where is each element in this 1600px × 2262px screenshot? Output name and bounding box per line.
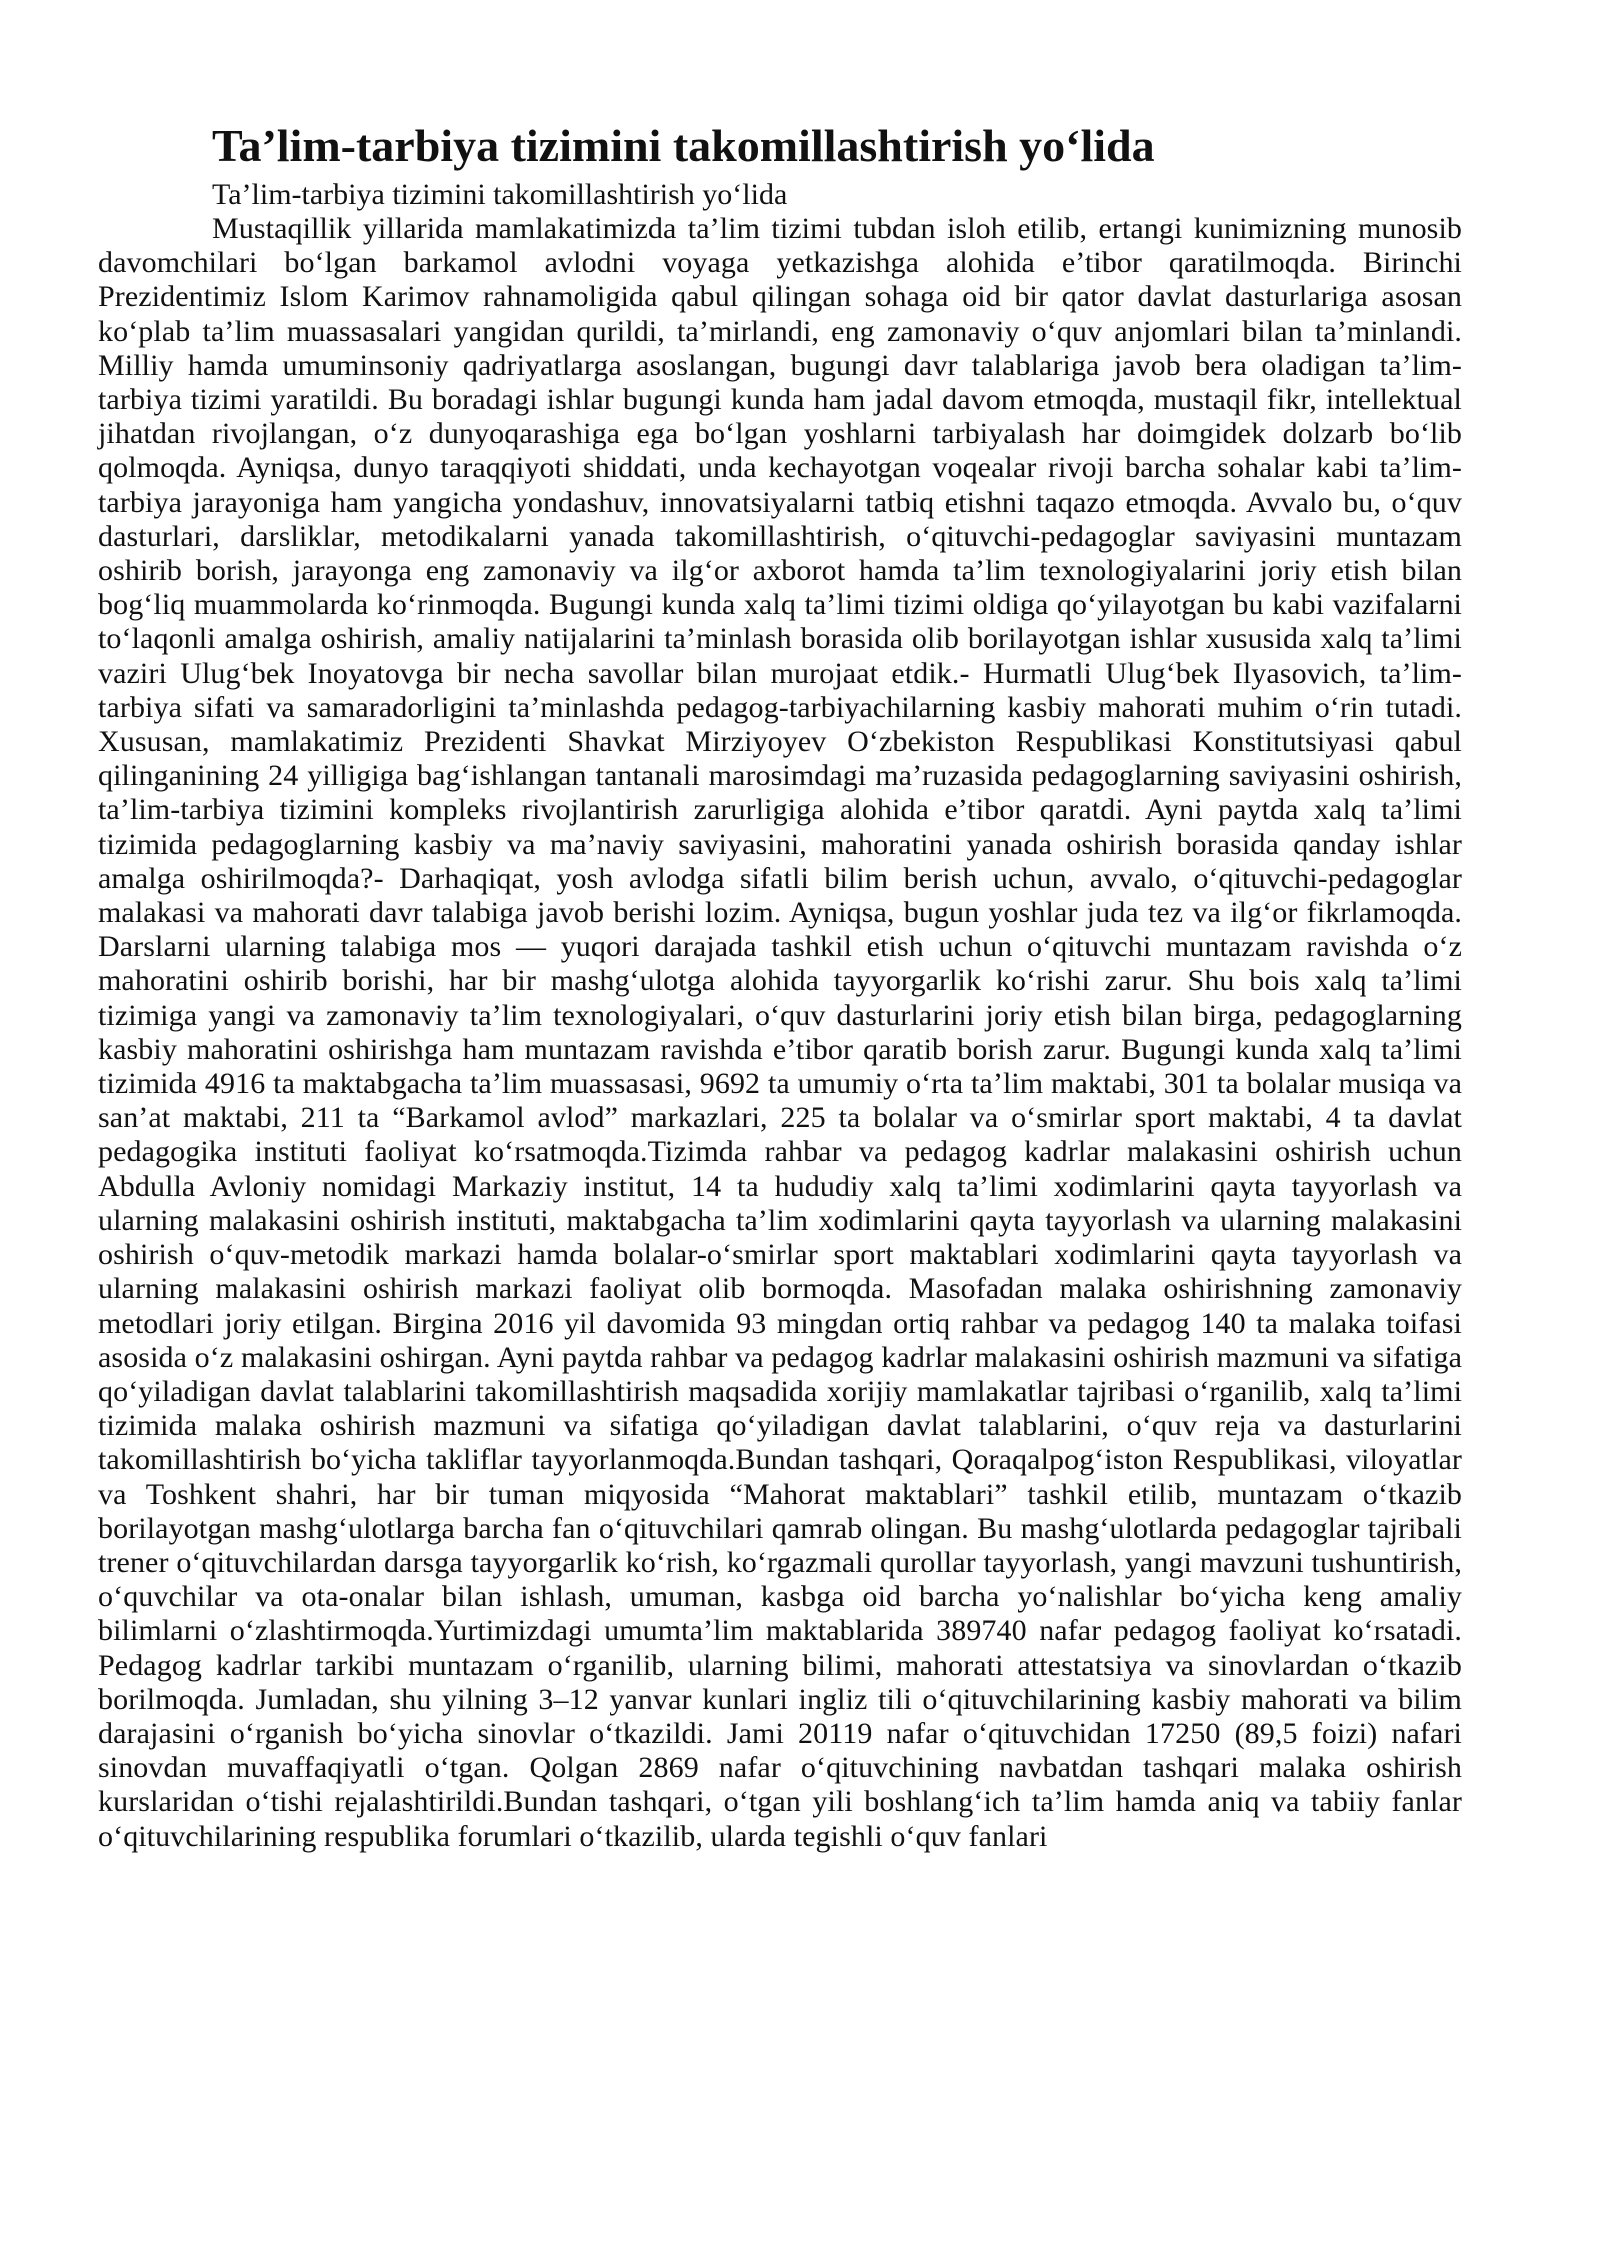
document-title: Ta’lim-tarbiya tizimini takomillashtirish yo‘lida — [212, 120, 1155, 171]
document-subtitle: Ta’lim-tarbiya tizimini takomillashtirish yo‘lida — [212, 178, 788, 211]
document-body-paragraph: Mustaqillik yillarida mamlakatimizda ta’lim tizimi tubdan isloh etilib, ertangi kunimizning munosib davomchilari bo‘lgan barkamol avlodni voyaga yetkazishga alohida e’tibor qaratilmoqda. Birinchi Prezidentimiz Islom Karimov rahnamoligida qabul qilingan sohaga oid bir qator davlat dasturlariga asosan ko‘plab ta’lim muassasalari yangidan qurildi, ta’mirlandi, eng zamonaviy o‘quv anjomlari bilan ta’minlandi. Milliy hamda umuminsoniy qadriyatlarga asoslangan, bugungi davr talablariga javob bera oladigan ta’lim-tarbiya tizimi yaratildi. Bu boradagi ishlar bugungi kunda ham jadal davom etmoqda, mustaqil fikr, intellektual jihatdan rivojlangan, o‘z dunyoqarashiga ega bo‘lgan yoshlarni tarbiyalash har doimgidek dolzarb bo‘lib qolmoqda. Ayniqsa, dunyo taraqqiyoti shiddati, unda kechayotgan voqealar rivoji barcha sohalar kabi ta’lim-tarbiya jarayoniga ham yangicha yondashuv, innovatsiyalarni tatbiq etishni taqazo etmoqda. Avvalo bu, o‘quv dasturlari, darsliklar, metodikalarni yanada takomillashtirish, o‘qituvchi-pedagoglar saviyasini muntazam oshirib borish, jarayonga eng zamonaviy va ilg‘or axborot hamda ta’lim texnologiyalarini joriy etish bilan bog‘liq muammolarda ko‘rinmoqda. Bugungi kunda xalq ta’limi tizimi oldiga qo‘yilayotgan bu kabi vazifalarni to‘laqonli amalga oshirish, amaliy natijalarini ta’minlash borasida olib borilayotgan ishlar xususida xalq ta’limi vaziri Ulug‘bek Inoyatovga bir necha savollar bilan murojaat etdik.- Hurmatli Ulug‘bek Ilyasovich, ta’lim-tarbiya sifati va samaradorligini ta’minlashda pedagog-tarbiyachilarning kasbiy mahorati muhim o‘rin tutadi. Xususan, mamlakatimiz Prezidenti Shavkat Mirziyoyev O‘zbekiston Respublikasi Konstitutsiyasi qabul qilinganining 24 yilligiga bag‘ishlangan tantanali marosimdagi ma’ruzasida pedagoglarning saviyasini oshirish, ta’lim-tarbiya tizimini kompleks rivojlantirish zarurligiga alohida e’tibor qaratdi. Ayni paytda xalq ta’limi tizimida pedagoglarning kasbiy va ma’naviy saviyasini, mahoratini yanada oshirish borasida qanday ishlar amalga oshirilmoqda?- Darhaqiqat, yosh avlodga sifatli bilim berish uchun, avvalo, o‘qituvchi-pedagoglar malakasi va mahorati davr talabiga javob berishi lozim. Ayniqsa, bugun yoshlar juda tez va ilg‘or fikrlamoqda. Darslarni ularning talabiga mos — yuqori darajada tashkil etish uchun o‘qituvchi muntazam ravishda o‘z mahoratini oshirib borishi, har bir mashg‘ulotga alohida tayyorgarlik ko‘rishi zarur. Shu bois xalq ta’limi tizimiga yangi va zamonaviy ta’lim texnologiyalari, o‘quv dasturlarini joriy etish bilan birga, pedagoglarning kasbiy mahoratini oshirishga ham muntazam ravishda e’tibor qaratib borish zarur. Bugungi kunda xalq ta’limi tizimida 4916 ta maktabgacha ta’lim muassasasi, 9692 ta umumiy o‘rta ta’lim maktabi, 301 ta bolalar musiqa va san’at maktabi, 211 ta “Barkamol avlod” markazlari, 225 ta bolalar va o‘smirlar sport maktabi, 4 ta davlat pedagogika instituti faoliyat ko‘rsatmoqda.Tizimda rahbar va pedagog kadrlar malakasini oshirish uchun Abdulla Avloniy nomidagi Markaziy institut, 14 ta hududiy xalq ta’limi xodimlarini qayta tayyorlash va ularning malakasini oshirish instituti, maktabgacha ta’lim xodimlarini qayta tayyorlash va ularning malakasini oshirish o‘quv-metodik markazi hamda bolalar-o‘smirlar sport maktablari xodimlarini qayta tayyorlash va ularning malakasini oshirish markazi faoliyat olib bormoqda. Masofadan malaka oshirishning zamonaviy metodlari joriy etilgan. Birgina 2016 yil davomida 93 mingdan ortiq rahbar va pedagog 140 ta malaka toifasi asosida o‘z malakasini oshirgan. Ayni paytda rahbar va pedagog kadrlar malakasini oshirish mazmuni va sifatiga qo‘yiladigan davlat talablarini takomillashtirish maqsadida xorijiy mamlakatlar tajribasi o‘rganilib, xalq ta’limi tizimida malaka oshirish mazmuni va sifatiga qo‘yiladigan davlat talablarini, o‘quv reja va dasturlarini takomillashtirish bo‘yicha takliflar tayyorlanmoqda.Bundan tashqari, Qoraqalpog‘iston Respublikasi, viloyatlar va Toshkent shahri, har bir tuman miqyosida “Mahorat maktablari” tashkil etilib, muntazam o‘tkazib borilayotgan mashg‘ulotlarga barcha fan o‘qituvchilari qamrab olingan. Bu mashg‘ulotlarda pedagoglar tajribali trener o‘qituvchilardan darsga tayyorgarlik ko‘rish, ko‘rgazmali qurollar tayyorlash, yangi mavzuni tushuntirish, o‘quvchilar va ota-onalar bilan ishlash, umuman, kasbga oid barcha yo‘nalishlar bo‘yicha keng amaliy bilimlarni o‘zlashtirmoqda.Yurtimizdagi umumta’lim maktablarida 389740 nafar pedagog faoliyat ko‘rsatadi. Pedagog kadrlar tarkibi muntazam o‘rganilib, ularning bilimi, mahorati attestatsiya va sinovlardan o‘tkazib borilmoqda. Jumladan, shu yilning 3–12 yanvar kunlari ingliz tili o‘qituvchilarining kasbiy mahorati va bilim darajasini o‘rganish bo‘yicha sinovlar o‘tkazildi. Jami 20119 nafar o‘qituvchidan 17250 (89,5 foizi) nafari sinovdan muvaffaqiyatli o‘tgan. Qolgan 2869 nafar o‘qituvchining navbatdan tashqari malaka oshirish kurslaridan o‘tishi rejalashtirildi.Bundan tashqari, o‘tgan yili boshlang‘ich ta’lim hamda aniq va tabiiy fanlar o‘qituvchilarining respublika forumlari o‘tkazilib, ularda tegishli o‘quv fanlari — [98, 212, 1462, 1853]
